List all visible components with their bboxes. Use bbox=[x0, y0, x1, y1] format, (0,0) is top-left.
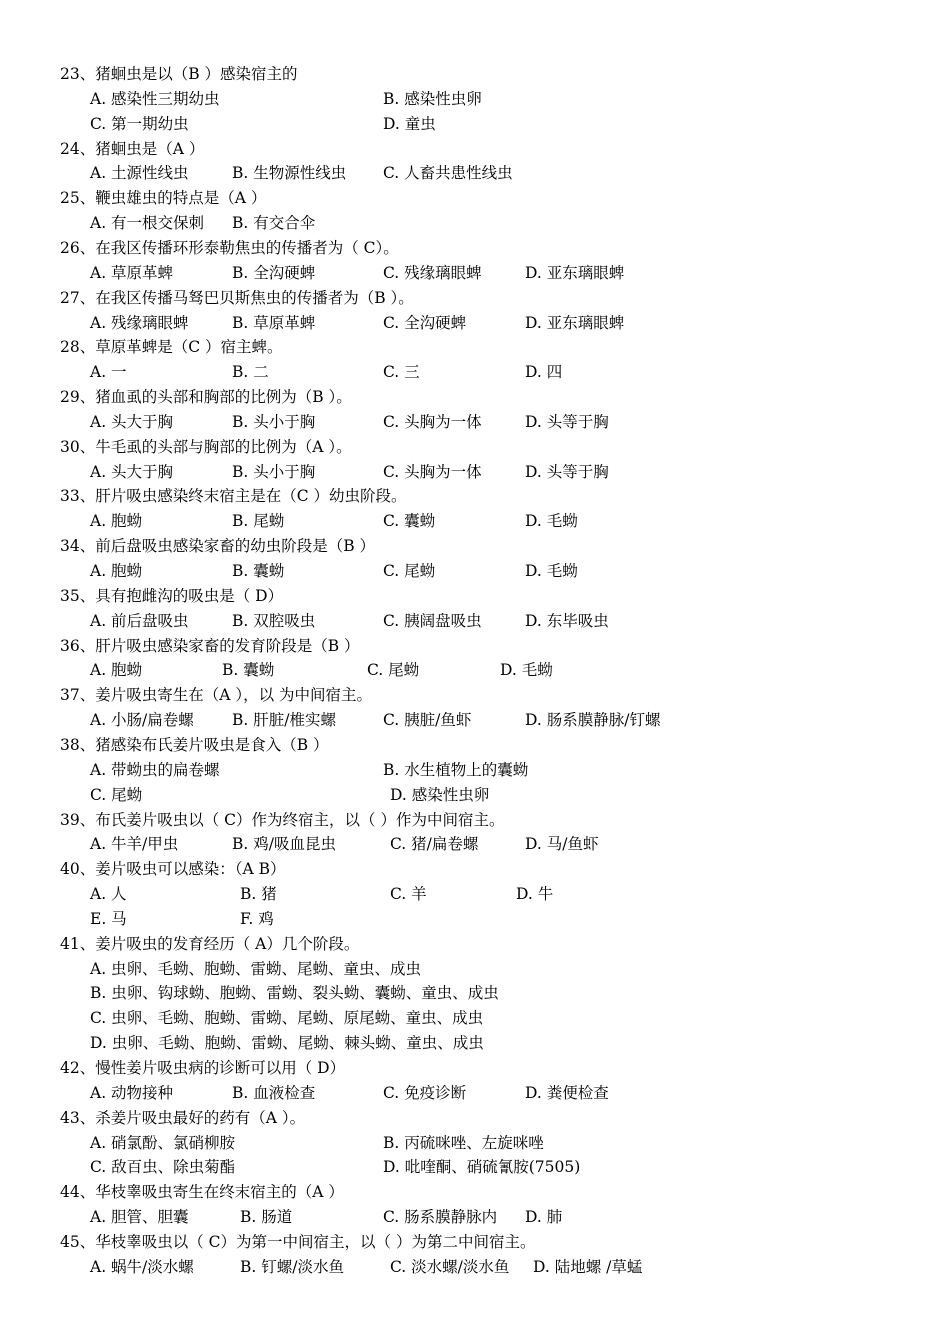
answer-option: C. 人畜共患性线虫 bbox=[383, 164, 513, 182]
answer-option: C. 胰脏/鱼虾 bbox=[383, 711, 472, 729]
answer-option: A. 草原革蜱 bbox=[90, 264, 174, 282]
answer-option: B. 有交合伞 bbox=[232, 214, 316, 232]
answer-option: C. 免疫诊断 bbox=[383, 1084, 467, 1102]
answer-option: A. 前后盘吸虫 bbox=[90, 612, 189, 630]
answer-option: D. 感染性虫卵 bbox=[390, 786, 490, 804]
answer-option: B. 猪 bbox=[240, 885, 277, 903]
question-stem: 41、姜片吸虫的发育经历（ A）几个阶段。 bbox=[60, 935, 360, 953]
answer-option: C. 第一期幼虫 bbox=[90, 115, 189, 133]
answer-option: B. 生物源性线虫 bbox=[232, 164, 347, 182]
question-stem: 26、在我区传播环形泰勒焦虫的传播者为（ C）。 bbox=[60, 239, 399, 257]
answer-option: A. 动物接种 bbox=[90, 1084, 174, 1102]
question-stem: 43、杀姜片吸虫最好的药有（A ）。 bbox=[60, 1109, 306, 1127]
answer-option: C. 虫卵、毛蚴、胞蚴、雷蚴、尾蚴、原尾蚴、童虫、成虫 bbox=[90, 1009, 484, 1027]
answer-option: C. 尾蚴 bbox=[367, 661, 420, 679]
answer-option: C. 三 bbox=[383, 363, 420, 381]
answer-option: A. 感染性三期幼虫 bbox=[90, 90, 220, 108]
answer-option: B. 囊蚴 bbox=[232, 562, 285, 580]
answer-option: D. 亚东璃眼蜱 bbox=[525, 264, 625, 282]
answer-option: C. 猪/扁卷螺 bbox=[390, 835, 479, 853]
answer-option: A. 虫卵、毛蚴、胞蚴、雷蚴、尾蚴、童虫、成虫 bbox=[90, 960, 422, 978]
question-stem: 25、鞭虫雄虫的特点是（A ） bbox=[60, 189, 267, 207]
answer-option: A. 硝氯酚、氯硝柳胺 bbox=[90, 1134, 236, 1152]
answer-option: C. 头胸为一体 bbox=[383, 463, 482, 481]
answer-option: D. 粪便检查 bbox=[525, 1084, 609, 1102]
answer-option: B. 头小于胸 bbox=[232, 413, 316, 431]
answer-option: D. 毛蚴 bbox=[525, 512, 578, 530]
answer-option: C. 淡水螺/淡水鱼 bbox=[390, 1258, 510, 1276]
answer-option: A. 残缘璃眼蜱 bbox=[90, 314, 189, 332]
answer-option: D. 肠系膜静脉/钉螺 bbox=[525, 711, 661, 729]
answer-option: C. 头胸为一体 bbox=[383, 413, 482, 431]
answer-option: B. 水生植物上的囊蚴 bbox=[383, 761, 529, 779]
question-stem: 37、姜片吸虫寄生在（A ），以 为中间宿主。 bbox=[60, 686, 373, 704]
question-stem: 28、草原革蜱是（C ）宿主蜱。 bbox=[60, 338, 283, 356]
answer-option: B. 肠道 bbox=[240, 1208, 293, 1226]
answer-option: B. 尾蚴 bbox=[232, 512, 285, 530]
answer-option: D. 童虫 bbox=[383, 115, 436, 133]
question-stem: 36、肝片吸虫感染家畜的发育阶段是（B ） bbox=[60, 637, 360, 655]
answer-option: A. 有一根交保刺 bbox=[90, 214, 205, 232]
answer-option: D. 肺 bbox=[525, 1208, 563, 1226]
answer-option: C. 全沟硬蜱 bbox=[383, 314, 467, 332]
answer-option: A. 土源性线虫 bbox=[90, 164, 189, 182]
question-stem: 34、前后盘吸虫感染家畜的幼虫阶段是（B ） bbox=[60, 537, 376, 555]
answer-option: B. 血液检查 bbox=[232, 1084, 316, 1102]
answer-option: A. 人 bbox=[90, 885, 127, 903]
answer-option: C. 尾蚴 bbox=[383, 562, 436, 580]
answer-option: F. 鸡 bbox=[240, 910, 274, 928]
answer-option: B. 虫卵、钩球蚴、胞蚴、雷蚴、裂头蚴、囊蚴、童虫、成虫 bbox=[90, 984, 499, 1002]
answer-option: D. 虫卵、毛蚴、胞蚴、雷蚴、尾蚴、棘头蚴、童虫、成虫 bbox=[90, 1034, 484, 1052]
answer-option: C. 囊蚴 bbox=[383, 512, 436, 530]
answer-option: A. 胞蚴 bbox=[90, 562, 143, 580]
answer-option: B. 全沟硬蜱 bbox=[232, 264, 316, 282]
question-stem: 29、猪血虱的头部和胸部的比例为（B ）。 bbox=[60, 388, 352, 406]
answer-option: A. 牛羊/甲虫 bbox=[90, 835, 179, 853]
question-stem: 23、猪蛔虫是以（B ）感染宿主的 bbox=[60, 65, 298, 83]
answer-option: B. 二 bbox=[232, 363, 269, 381]
answer-option: A. 蜗牛/淡水螺 bbox=[90, 1258, 194, 1276]
answer-option: A. 胆管、胆囊 bbox=[90, 1208, 189, 1226]
answer-option: B. 头小于胸 bbox=[232, 463, 316, 481]
answer-option: D. 头等于胸 bbox=[525, 413, 609, 431]
answer-option: A. 头大于胸 bbox=[90, 463, 174, 481]
answer-option: B. 感染性虫卵 bbox=[383, 90, 482, 108]
answer-option: B. 鸡/吸血昆虫 bbox=[232, 835, 336, 853]
answer-option: D. 东毕吸虫 bbox=[525, 612, 609, 630]
question-stem: 45、华枝睾吸虫以（ C）为第一中间宿主，以（ ）为第二中间宿主。 bbox=[60, 1233, 536, 1251]
answer-option: E. 马 bbox=[90, 910, 127, 928]
question-stem: 33、肝片吸虫感染终末宿主是在（C ）幼虫阶段。 bbox=[60, 487, 407, 505]
answer-option: D. 四 bbox=[525, 363, 563, 381]
answer-option: D. 马/鱼虾 bbox=[525, 835, 599, 853]
answer-option: C. 羊 bbox=[390, 885, 427, 903]
answer-option: D. 头等于胸 bbox=[525, 463, 609, 481]
answer-option: B. 钉螺/淡水鱼 bbox=[240, 1258, 344, 1276]
answer-option: C. 敌百虫、除虫菊酯 bbox=[90, 1158, 236, 1176]
answer-option: A. 带蚴虫的扁卷螺 bbox=[90, 761, 220, 779]
answer-option: A. 头大于胸 bbox=[90, 413, 174, 431]
answer-option: D. 毛蚴 bbox=[500, 661, 553, 679]
question-stem: 35、具有抱雌沟的吸虫是（ D） bbox=[60, 587, 284, 605]
answer-option: A. 胞蚴 bbox=[90, 661, 143, 679]
question-stem: 44、华枝睾吸虫寄生在终末宿主的（A ） bbox=[60, 1183, 344, 1201]
answer-option: C. 肠系膜静脉内 bbox=[383, 1208, 498, 1226]
question-stem: 42、慢性姜片吸虫病的诊断可以用（ D） bbox=[60, 1059, 346, 1077]
answer-option: B. 肝脏/椎实螺 bbox=[232, 711, 336, 729]
answer-option: D. 亚东璃眼蜱 bbox=[525, 314, 625, 332]
answer-option: B. 双腔吸虫 bbox=[232, 612, 316, 630]
answer-option: C. 尾蚴 bbox=[90, 786, 143, 804]
answer-option: A. 胞蚴 bbox=[90, 512, 143, 530]
question-stem: 38、猪感染布氏姜片吸虫是食入（B ） bbox=[60, 736, 329, 754]
question-stem: 40、姜片吸虫可以感染：（A B） bbox=[60, 860, 286, 878]
answer-option: D. 毛蚴 bbox=[525, 562, 578, 580]
question-stem: 24、猪蛔虫是（A ） bbox=[60, 140, 205, 158]
answer-option: A. 小肠/扁卷螺 bbox=[90, 711, 194, 729]
question-stem: 30、牛毛虱的头部与胸部的比例为（A ）。 bbox=[60, 438, 352, 456]
answer-option: B. 草原革蜱 bbox=[232, 314, 316, 332]
answer-option: C. 胰阔盘吸虫 bbox=[383, 612, 482, 630]
answer-option: A. 一 bbox=[90, 363, 127, 381]
answer-option: C. 残缘璃眼蜱 bbox=[383, 264, 482, 282]
answer-option: D. 吡喹酮、硝硫氰胺(7505) bbox=[383, 1158, 581, 1176]
answer-option: B. 囊蚴 bbox=[222, 661, 275, 679]
answer-option: D. 陆地螺 /草蜢 bbox=[533, 1258, 643, 1276]
question-stem: 27、在我区传播马驽巴贝斯焦虫的传播者为（B ）。 bbox=[60, 289, 414, 307]
question-stem: 39、布氏姜片吸虫以（ C）作为终宿主，以（ ）作为中间宿主。 bbox=[60, 811, 505, 829]
answer-option: D. 牛 bbox=[516, 885, 554, 903]
answer-option: B. 丙硫咪唑、左旋咪唑 bbox=[383, 1134, 544, 1152]
